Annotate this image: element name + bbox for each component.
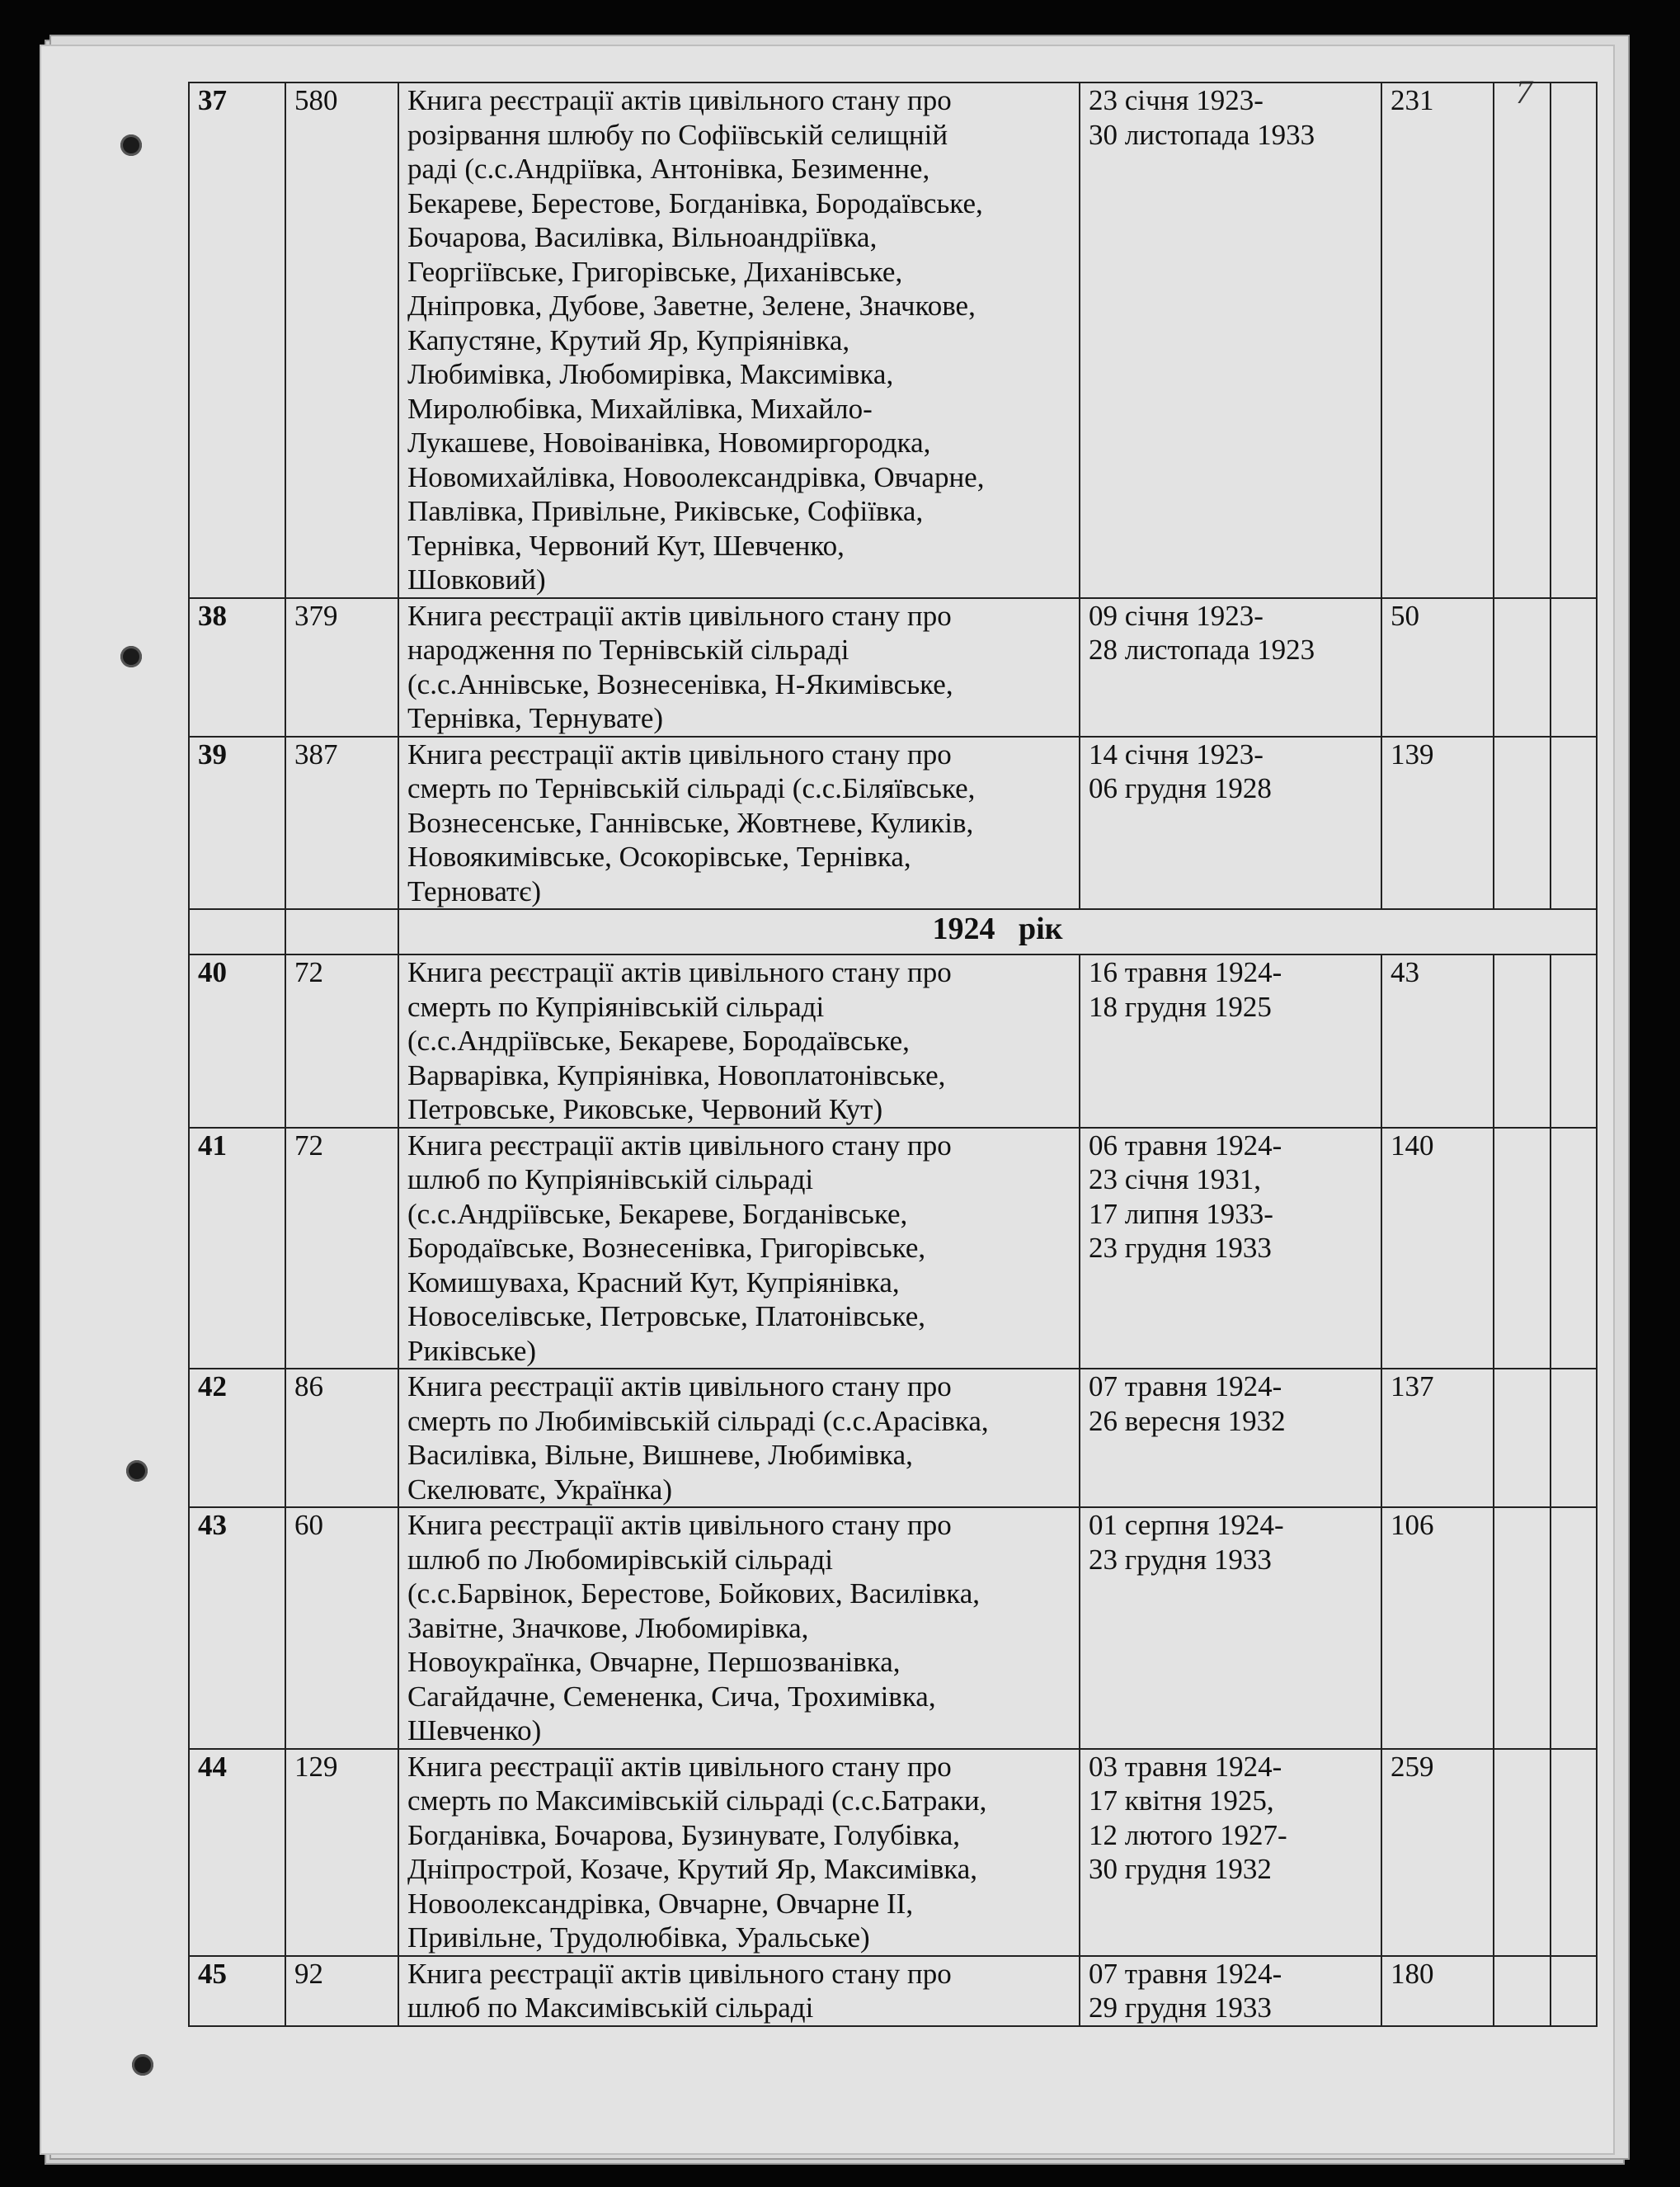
- notes-cell: [1551, 1507, 1597, 1749]
- notes-cell: [1551, 1369, 1597, 1507]
- date-line: 23 січня 1923-: [1089, 84, 1264, 116]
- date-line: 14 січня 1923-: [1089, 738, 1264, 771]
- sheet-count: 231: [1381, 82, 1494, 598]
- punch-hole-icon: [132, 2054, 153, 2076]
- description-line: Лукашеве, Новоіванівка, Новомиргородка,: [407, 427, 931, 459]
- record-description: [398, 954, 1080, 1128]
- date-range: [1080, 82, 1381, 598]
- notes-cell: [1494, 82, 1551, 598]
- record-description: [398, 1956, 1080, 2026]
- description-line: смерть по Тернівській сільраді (с.с.Біляївське,: [407, 772, 976, 804]
- description-line: Новоселівське, Петровське, Платонівське,: [407, 1300, 926, 1332]
- empty-cell: [189, 909, 285, 954]
- description-line: Книга реєстрації актів цивільного стану про: [407, 738, 952, 771]
- description-line: Дніпровка, Дубове, Заветне, Зелене, Значкове,: [407, 290, 976, 322]
- fund-number: 379: [285, 598, 398, 737]
- description-line: Книга реєстрації актів цивільного стану про: [407, 599, 952, 632]
- description-line: (с.с.Андріївське, Бекареве, Богданівське,: [407, 1197, 908, 1230]
- record-number: 41: [189, 1128, 285, 1369]
- description-line: народження по Тернівській сільраді: [407, 634, 849, 666]
- notes-cell: [1551, 598, 1597, 737]
- date-range: [1080, 1369, 1381, 1507]
- table-row: [189, 598, 1597, 737]
- notes-cell: [1494, 1128, 1551, 1369]
- description-line: Варварівка, Купріянівка, Новоплатонівське,: [407, 1058, 946, 1091]
- description-line: Миролюбівка, Михайлівка, Михайло-: [407, 392, 873, 425]
- record-number: 40: [189, 954, 285, 1128]
- description-line: Книга реєстрації актів цивільного стану про: [407, 1509, 952, 1541]
- description-line: Дніпрострой, Козаче, Крутий Яр, Максимівка,: [407, 1853, 978, 1885]
- fund-number: 86: [285, 1369, 398, 1507]
- date-range: [1080, 1749, 1381, 1956]
- description-line: Бородаївське, Вознесенівка, Григорівське,: [407, 1232, 926, 1264]
- punch-hole-icon: [126, 1460, 148, 1482]
- notes-cell: [1551, 82, 1597, 598]
- notes-cell: [1494, 737, 1551, 910]
- fund-number: 580: [285, 82, 398, 598]
- notes-cell: [1551, 737, 1597, 910]
- description-line: розірвання шлюбу по Софіївській селищній: [407, 118, 948, 151]
- table-row: [189, 1956, 1597, 2026]
- notes-cell: [1494, 954, 1551, 1128]
- date-range: [1080, 1128, 1381, 1369]
- notes-cell: [1494, 598, 1551, 737]
- description-line: смерть по Максимівській сільраді (с.с.Батраки,: [407, 1784, 987, 1817]
- description-line: Бекареве, Берестове, Богданівка, Бородаївське,: [407, 186, 983, 219]
- record-description: [398, 1749, 1080, 1956]
- description-line: смерть по Любимівській сільраді (с.с.Арасівка,: [407, 1404, 989, 1437]
- notes-cell: [1551, 1128, 1597, 1369]
- registry-table-body: [189, 82, 1597, 2026]
- date-line: 28 листопада 1923: [1089, 634, 1315, 666]
- description-line: Бочарова, Василівка, Вільноандріївка,: [407, 221, 878, 253]
- record-description: [398, 1507, 1080, 1749]
- record-number: 43: [189, 1507, 285, 1749]
- description-line: Петровське, Риковське, Червоний Кут): [407, 1093, 883, 1125]
- date-line: 26 вересня 1932: [1089, 1404, 1286, 1437]
- record-number: 37: [189, 82, 285, 598]
- record-description: [398, 737, 1080, 910]
- description-line: Комишуваха, Красний Кут, Купріянівка,: [407, 1266, 900, 1299]
- fund-number: 72: [285, 1128, 398, 1369]
- description-line: шлюб по Любомирівській сільраді: [407, 1543, 834, 1576]
- description-line: (с.с.Аннівське, Вознесенівка, Н-Якимівське,: [407, 667, 953, 700]
- table-row: [189, 1369, 1597, 1507]
- date-line: 07 травня 1924-: [1089, 1370, 1282, 1402]
- date-line: 17 липня 1933-: [1089, 1197, 1273, 1230]
- sheet-count: 180: [1381, 1956, 1494, 2026]
- sheet-count: 43: [1381, 954, 1494, 1128]
- notes-cell: [1494, 1507, 1551, 1749]
- record-number: 45: [189, 1956, 285, 2026]
- fund-number: 129: [285, 1749, 398, 1956]
- table-row: [189, 1128, 1597, 1369]
- date-line: 03 травня 1924-: [1089, 1750, 1282, 1783]
- table-row: [189, 1749, 1597, 1956]
- description-line: Новоукраїнка, Овчарне, Першозванівка,: [407, 1646, 901, 1678]
- description-line: Книга реєстрації актів цивільного стану про: [407, 1957, 952, 1990]
- record-description: [398, 598, 1080, 737]
- description-line: Книга реєстрації актів цивільного стану про: [407, 84, 952, 116]
- date-line: 01 серпня 1924-: [1089, 1509, 1284, 1541]
- punch-hole-icon: [120, 134, 142, 156]
- description-line: Новоолександрівка, Овчарне, Овчарне II,: [407, 1887, 914, 1920]
- description-line: раді (с.с.Андріївка, Антонівка, Безименне,: [407, 153, 930, 185]
- record-description: [398, 1128, 1080, 1369]
- date-range: [1080, 598, 1381, 737]
- date-range: [1080, 737, 1381, 910]
- table-row: [189, 1507, 1597, 1749]
- fund-number: 387: [285, 737, 398, 910]
- description-line: (с.с.Андріївське, Бекареве, Бородаївське,: [407, 1025, 910, 1057]
- description-line: (с.с.Барвінок, Берестове, Бойкових, Василівка,: [407, 1577, 981, 1610]
- date-line: 07 травня 1924-: [1089, 1957, 1282, 1990]
- description-line: Любимівка, Любомирівка, Максимівка,: [407, 358, 894, 390]
- notes-cell: [1494, 1956, 1551, 2026]
- description-line: смерть по Купріянівській сільраді: [407, 990, 825, 1023]
- description-line: Георгіївське, Григорівське, Диханівське,: [407, 255, 903, 288]
- notes-cell: [1494, 1749, 1551, 1956]
- record-number: 38: [189, 598, 285, 737]
- description-line: Книга реєстрації актів цивільного стану про: [407, 1370, 952, 1402]
- sheet-count: 106: [1381, 1507, 1494, 1749]
- fund-number: 72: [285, 954, 398, 1128]
- year-label: 1924 рік: [398, 909, 1597, 954]
- registry-table: [188, 82, 1598, 2027]
- sheet-count: 140: [1381, 1128, 1494, 1369]
- table-row: [189, 82, 1597, 598]
- handwritten-page-number: 7: [1516, 73, 1532, 111]
- record-description: [398, 1369, 1080, 1507]
- description-line: Терноватє): [407, 874, 541, 907]
- table-row: [189, 737, 1597, 910]
- empty-cell: [285, 909, 398, 954]
- sheet-count: 139: [1381, 737, 1494, 910]
- description-line: Скелюватє, Українка): [407, 1473, 672, 1506]
- description-line: Тернівка, Тернувате): [407, 702, 664, 734]
- notes-cell: [1494, 1369, 1551, 1507]
- fund-number: 92: [285, 1956, 398, 2026]
- date-line: 06 травня 1924-: [1089, 1129, 1282, 1162]
- description-line: Вознесенське, Ганнівське, Жовтневе, Куликів,: [407, 806, 974, 839]
- table-row: [189, 954, 1597, 1128]
- description-line: Шевченко): [407, 1714, 542, 1746]
- date-range: [1080, 1507, 1381, 1749]
- date-line: 30 листопада 1933: [1089, 118, 1315, 151]
- description-line: Книга реєстрації актів цивільного стану про: [407, 1750, 952, 1783]
- record-number: 44: [189, 1749, 285, 1956]
- description-line: Завітне, Значкове, Любомирівка,: [407, 1611, 809, 1644]
- sheet-count: 259: [1381, 1749, 1494, 1956]
- description-line: Богданівка, Бочарова, Бузинувате, Голубівка,: [407, 1818, 961, 1851]
- description-line: Книга реєстрації актів цивільного стану про: [407, 956, 952, 988]
- record-number: 42: [189, 1369, 285, 1507]
- date-line: 23 січня 1931,: [1089, 1163, 1261, 1195]
- description-line: Капустяне, Крутий Яр, Купріянівка,: [407, 323, 850, 356]
- date-line: 09 січня 1923-: [1089, 599, 1264, 632]
- sheet-count: 50: [1381, 598, 1494, 737]
- date-line: 30 грудня 1932: [1089, 1853, 1272, 1885]
- description-line: Василівка, Вільне, Вишневе, Любимівка,: [407, 1439, 913, 1471]
- date-line: 12 лютого 1927-: [1089, 1818, 1287, 1851]
- description-line: Сагайдачне, Семененка, Сича, Трохимівка,: [407, 1680, 936, 1713]
- description-line: шлюб по Купріянівській сільраді: [407, 1163, 814, 1195]
- record-number: 39: [189, 737, 285, 910]
- punch-hole-icon: [120, 646, 142, 667]
- date-range: [1080, 954, 1381, 1128]
- description-line: Новоякимівське, Осокорівське, Тернівка,: [407, 841, 911, 873]
- description-line: Риківське): [407, 1334, 537, 1367]
- notes-cell: [1551, 954, 1597, 1128]
- notes-cell: [1551, 1956, 1597, 2026]
- year-header-row: [189, 909, 1597, 954]
- date-line: 17 квітня 1925,: [1089, 1784, 1274, 1817]
- description-line: Павлівка, Привільне, Риківське, Софіївка,: [407, 495, 924, 527]
- date-line: 16 травня 1924-: [1089, 956, 1282, 988]
- notes-cell: [1551, 1749, 1597, 1956]
- date-range: [1080, 1956, 1381, 2026]
- record-description: [398, 82, 1080, 598]
- description-line: Книга реєстрації актів цивільного стану про: [407, 1129, 952, 1162]
- description-line: шлюб по Максимівській сільраді: [407, 1991, 814, 2024]
- sheet-count: 137: [1381, 1369, 1494, 1507]
- date-line: 23 грудня 1933: [1089, 1543, 1272, 1576]
- date-line: 23 грудня 1933: [1089, 1232, 1272, 1264]
- description-line: Привільне, Трудолюбівка, Уральське): [407, 1921, 870, 1954]
- description-line: Тернівка, Червоний Кут, Шевченко,: [407, 529, 845, 562]
- description-line: Новомихайлівка, Новоолександрівка, Овчарне,: [407, 460, 985, 493]
- fund-number: 60: [285, 1507, 398, 1749]
- date-line: 29 грудня 1933: [1089, 1991, 1272, 2024]
- date-line: 18 грудня 1925: [1089, 990, 1272, 1023]
- date-line: 06 грудня 1928: [1089, 772, 1272, 804]
- description-line: Шовковий): [407, 563, 546, 596]
